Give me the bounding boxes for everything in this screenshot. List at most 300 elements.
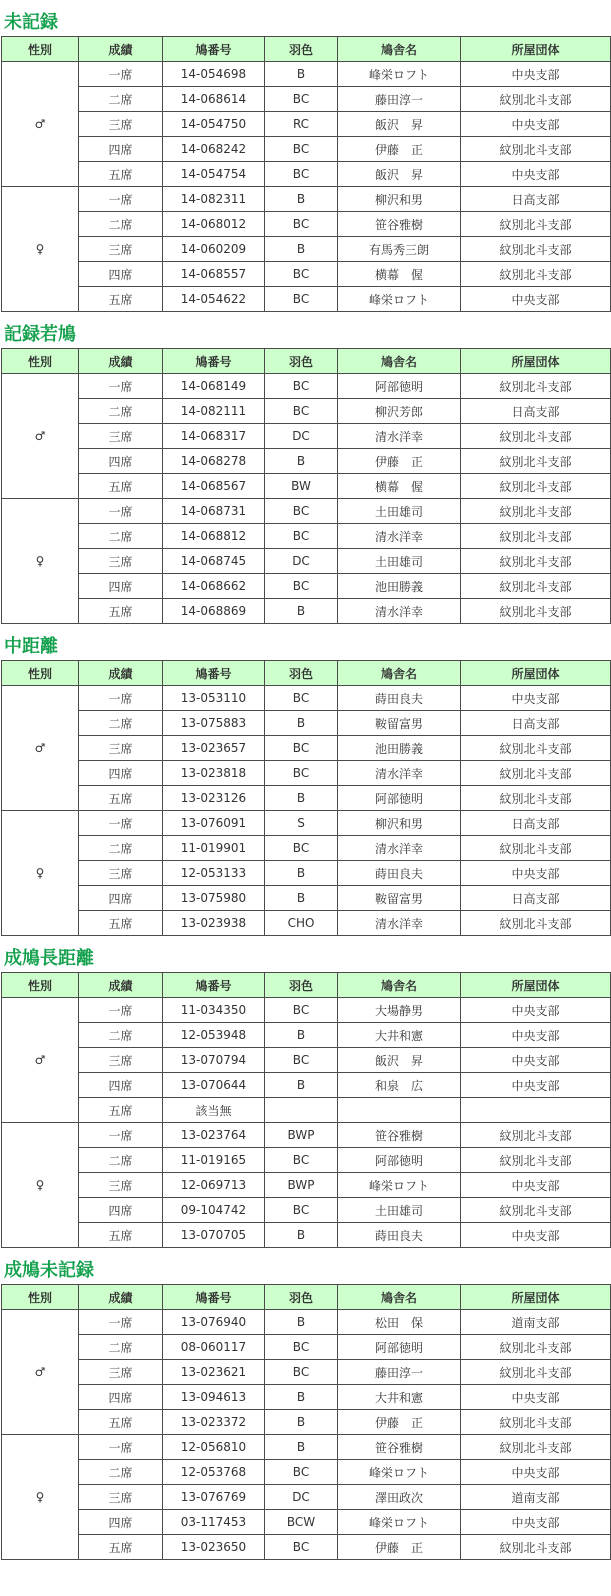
results-section	[0, 0, 611, 312]
organization-cell: 紋別北斗支部	[461, 1435, 611, 1460]
loft-name-cell	[338, 1098, 461, 1123]
table-row	[2, 1098, 611, 1123]
ring-number-cell: 13-075883	[163, 711, 265, 736]
ring-number-cell: 13-070705	[163, 1223, 265, 1248]
ring-number-cell: 14-068317	[163, 424, 265, 449]
color-cell: BC	[265, 1048, 338, 1073]
loft-name-cell: 蒔田良夫	[338, 686, 461, 711]
organization-cell: 紋別北斗支部	[461, 786, 611, 811]
ring-number-cell: 13-023657	[163, 736, 265, 761]
organization-cell: 紋別北斗支部	[461, 574, 611, 599]
table-row	[2, 1435, 611, 1460]
rank-cell: 五席	[79, 474, 163, 499]
column-header: 性別	[2, 1285, 79, 1310]
table-row	[2, 187, 611, 212]
loft-name-cell: 飯沢 昇	[338, 1048, 461, 1073]
loft-name-cell: 柳沢和男	[338, 811, 461, 836]
loft-name-cell: 鞍留富男	[338, 711, 461, 736]
table-row	[2, 424, 611, 449]
results-section	[0, 624, 611, 936]
color-cell: B	[265, 1385, 338, 1410]
rank-cell: 三席	[79, 861, 163, 886]
ring-number-cell: 12-053133	[163, 861, 265, 886]
rank-cell: 四席	[79, 1385, 163, 1410]
rank-cell: 一席	[79, 62, 163, 87]
column-header: 鳩番号	[163, 1285, 265, 1310]
organization-cell: 中央支部	[461, 686, 611, 711]
table-row	[2, 474, 611, 499]
sex-cell: ♂	[2, 374, 79, 499]
loft-name-cell: 蒔田良夫	[338, 1223, 461, 1248]
results-section	[0, 312, 611, 624]
color-cell: RC	[265, 112, 338, 137]
color-cell: BC	[265, 761, 338, 786]
organization-cell: 紋別北斗支部	[461, 911, 611, 936]
ring-number-cell: 03-117453	[163, 1510, 265, 1535]
column-header: 成績	[79, 973, 163, 998]
ring-number-cell: 13-023938	[163, 911, 265, 936]
loft-name-cell: 鞍留富男	[338, 886, 461, 911]
loft-name-cell: 飯沢 昇	[338, 112, 461, 137]
color-cell: BC	[265, 1360, 338, 1385]
table-row	[2, 112, 611, 137]
header-row	[2, 1285, 611, 1310]
loft-name-cell: 阿部徳明	[338, 786, 461, 811]
ring-number-cell: 14-068731	[163, 499, 265, 524]
loft-name-cell: 有馬秀三朗	[338, 237, 461, 262]
ring-number-cell: 14-068614	[163, 87, 265, 112]
color-cell: B	[265, 711, 338, 736]
loft-name-cell: 柳沢芳郎	[338, 399, 461, 424]
rank-cell: 一席	[79, 1435, 163, 1460]
organization-cell: 紋別北斗支部	[461, 449, 611, 474]
loft-name-cell: 伊藤 正	[338, 449, 461, 474]
ring-number-cell: 14-068869	[163, 599, 265, 624]
rank-cell: 四席	[79, 886, 163, 911]
column-header: 性別	[2, 37, 79, 62]
rank-cell: 五席	[79, 786, 163, 811]
organization-cell: 紋別北斗支部	[461, 262, 611, 287]
rank-cell: 二席	[79, 1148, 163, 1173]
color-cell: BC	[265, 524, 338, 549]
organization-cell: 中央支部	[461, 112, 611, 137]
loft-name-cell: 阿部徳明	[338, 1148, 461, 1173]
section-title: 中距離	[4, 636, 58, 657]
loft-name-cell: 柳沢和男	[338, 187, 461, 212]
sex-cell: ♀	[2, 187, 79, 312]
color-cell: B	[265, 1435, 338, 1460]
organization-cell: 紋別北斗支部	[461, 137, 611, 162]
organization-cell: 中央支部	[461, 861, 611, 886]
rank-cell: 五席	[79, 287, 163, 312]
color-cell: BW	[265, 474, 338, 499]
table-row	[2, 811, 611, 836]
organization-cell: 紋別北斗支部	[461, 761, 611, 786]
rank-cell: 二席	[79, 399, 163, 424]
color-cell: BC	[265, 836, 338, 861]
loft-name-cell: 清水洋幸	[338, 911, 461, 936]
organization-cell: 紋別北斗支部	[461, 499, 611, 524]
header-row	[2, 349, 611, 374]
sex-cell: ♀	[2, 499, 79, 624]
organization-cell: 紋別北斗支部	[461, 87, 611, 112]
color-cell: BC	[265, 162, 338, 187]
color-cell: BC	[265, 87, 338, 112]
results-table	[1, 348, 611, 624]
rank-cell: 二席	[79, 711, 163, 736]
ring-number-cell: 12-053948	[163, 1023, 265, 1048]
loft-name-cell: 清水洋幸	[338, 599, 461, 624]
table-row	[2, 449, 611, 474]
rank-cell: 三席	[79, 736, 163, 761]
loft-name-cell: 大井和憲	[338, 1023, 461, 1048]
table-row	[2, 1198, 611, 1223]
organization-cell: 日高支部	[461, 811, 611, 836]
ring-number-cell: 14-054622	[163, 287, 265, 312]
rank-cell: 二席	[79, 524, 163, 549]
ring-number-cell: 13-023126	[163, 786, 265, 811]
sex-cell: ♂	[2, 686, 79, 811]
table-row	[2, 998, 611, 1023]
organization-cell: 中央支部	[461, 1460, 611, 1485]
organization-cell: 中央支部	[461, 1023, 611, 1048]
organization-cell: 紋別北斗支部	[461, 1335, 611, 1360]
sex-cell: ♀	[2, 811, 79, 936]
rank-cell: 一席	[79, 686, 163, 711]
loft-name-cell: 飯沢 昇	[338, 162, 461, 187]
color-cell: BC	[265, 137, 338, 162]
ring-number-cell: 13-070794	[163, 1048, 265, 1073]
column-header: 性別	[2, 349, 79, 374]
rank-cell: 一席	[79, 998, 163, 1023]
rank-cell: 四席	[79, 761, 163, 786]
loft-name-cell: 清水洋幸	[338, 836, 461, 861]
rank-cell: 二席	[79, 1460, 163, 1485]
organization-cell: 紋別北斗支部	[461, 599, 611, 624]
ring-number-cell: 13-023372	[163, 1410, 265, 1435]
header-row	[2, 37, 611, 62]
color-cell: BC	[265, 686, 338, 711]
sex-cell: ♀	[2, 1123, 79, 1248]
ring-number-cell: 11-019901	[163, 836, 265, 861]
ring-number-cell: 13-023764	[163, 1123, 265, 1148]
organization-cell: 紋別北斗支部	[461, 1198, 611, 1223]
results-table	[1, 660, 611, 936]
loft-name-cell: 伊藤 正	[338, 137, 461, 162]
loft-name-cell: 笹谷雅樹	[338, 1435, 461, 1460]
rank-cell: 二席	[79, 1023, 163, 1048]
ring-number-cell: 14-082111	[163, 399, 265, 424]
table-row	[2, 374, 611, 399]
column-header: 鳩番号	[163, 661, 265, 686]
table-row	[2, 1023, 611, 1048]
color-cell: B	[265, 599, 338, 624]
ring-number-cell: 08-060117	[163, 1335, 265, 1360]
organization-cell: 中央支部	[461, 1073, 611, 1098]
organization-cell: 紋別北斗支部	[461, 212, 611, 237]
color-cell: BWP	[265, 1123, 338, 1148]
organization-cell: 日高支部	[461, 187, 611, 212]
ring-number-cell: 13-070644	[163, 1073, 265, 1098]
column-header: 性別	[2, 661, 79, 686]
loft-name-cell: 藤田淳一	[338, 87, 461, 112]
table-row	[2, 1310, 611, 1335]
rank-cell: 三席	[79, 1048, 163, 1073]
table-row	[2, 911, 611, 936]
color-cell: BC	[265, 574, 338, 599]
color-cell: BC	[265, 1198, 338, 1223]
table-row	[2, 549, 611, 574]
table-row	[2, 861, 611, 886]
column-header: 鳩舎名	[338, 1285, 461, 1310]
table-row	[2, 761, 611, 786]
column-header: 成績	[79, 349, 163, 374]
sex-cell: ♂	[2, 998, 79, 1123]
ring-number-cell: 14-060209	[163, 237, 265, 262]
color-cell: B	[265, 861, 338, 886]
loft-name-cell: 池田勝義	[338, 736, 461, 761]
rank-cell: 二席	[79, 212, 163, 237]
rank-cell: 三席	[79, 1360, 163, 1385]
loft-name-cell: 阿部徳明	[338, 1335, 461, 1360]
rank-cell: 四席	[79, 574, 163, 599]
color-cell: CHO	[265, 911, 338, 936]
table-row	[2, 87, 611, 112]
table-row	[2, 686, 611, 711]
table-row	[2, 599, 611, 624]
loft-name-cell: 藤田淳一	[338, 1360, 461, 1385]
color-cell: BC	[265, 736, 338, 761]
column-header: 鳩番号	[163, 349, 265, 374]
column-header: 性別	[2, 973, 79, 998]
loft-name-cell: 土田雄司	[338, 1198, 461, 1223]
color-cell: BC	[265, 287, 338, 312]
color-cell: B	[265, 1223, 338, 1248]
table-row	[2, 1223, 611, 1248]
ring-number-cell: 13-076769	[163, 1485, 265, 1510]
loft-name-cell: 和泉 広	[338, 1073, 461, 1098]
organization-cell: 中央支部	[461, 62, 611, 87]
ring-number-cell: 14-068662	[163, 574, 265, 599]
color-cell: BC	[265, 399, 338, 424]
rank-cell: 三席	[79, 424, 163, 449]
organization-cell: 紋別北斗支部	[461, 1123, 611, 1148]
rank-cell: 四席	[79, 137, 163, 162]
loft-name-cell: 峰栄ロフト	[338, 1510, 461, 1535]
table-row	[2, 1535, 611, 1560]
loft-name-cell: 土田雄司	[338, 499, 461, 524]
organization-cell: 紋別北斗支部	[461, 736, 611, 761]
color-cell: B	[265, 1310, 338, 1335]
rank-cell: 二席	[79, 87, 163, 112]
table-row	[2, 1410, 611, 1435]
table-row	[2, 524, 611, 549]
ring-number-cell: 14-068567	[163, 474, 265, 499]
column-header: 所屋団体	[461, 973, 611, 998]
loft-name-cell: 峰栄ロフト	[338, 62, 461, 87]
color-cell: BC	[265, 262, 338, 287]
organization-cell: 紋別北斗支部	[461, 374, 611, 399]
rank-cell: 五席	[79, 599, 163, 624]
column-header: 鳩舎名	[338, 973, 461, 998]
column-header: 羽色	[265, 661, 338, 686]
organization-cell: 紋別北斗支部	[461, 474, 611, 499]
table-row	[2, 1048, 611, 1073]
table-row	[2, 1510, 611, 1535]
organization-cell: 中央支部	[461, 1048, 611, 1073]
column-header: 鳩番号	[163, 37, 265, 62]
ring-number-cell: 13-023818	[163, 761, 265, 786]
loft-name-cell: 土田雄司	[338, 549, 461, 574]
organization-cell: 紋別北斗支部	[461, 549, 611, 574]
ring-number-cell: 14-068557	[163, 262, 265, 287]
organization-cell: 中央支部	[461, 1510, 611, 1535]
color-cell: B	[265, 786, 338, 811]
table-row	[2, 836, 611, 861]
loft-name-cell: 峰栄ロフト	[338, 1173, 461, 1198]
ring-number-cell: 14-068278	[163, 449, 265, 474]
organization-cell: 道南支部	[461, 1485, 611, 1510]
table-row	[2, 1360, 611, 1385]
sex-cell: ♂	[2, 1310, 79, 1435]
ring-number-cell: 14-054754	[163, 162, 265, 187]
organization-cell: 道南支部	[461, 1310, 611, 1335]
ring-number-cell: 13-053110	[163, 686, 265, 711]
organization-cell	[461, 1098, 611, 1123]
column-header: 羽色	[265, 973, 338, 998]
ring-number-cell: 12-056810	[163, 1435, 265, 1460]
color-cell: B	[265, 62, 338, 87]
color-cell: BC	[265, 1535, 338, 1560]
loft-name-cell: 清水洋幸	[338, 424, 461, 449]
color-cell: DC	[265, 549, 338, 574]
color-cell: B	[265, 449, 338, 474]
organization-cell: 中央支部	[461, 1223, 611, 1248]
column-header: 鳩舎名	[338, 37, 461, 62]
ring-number-cell: 14-068149	[163, 374, 265, 399]
organization-cell: 中央支部	[461, 162, 611, 187]
column-header: 所屋団体	[461, 661, 611, 686]
color-cell: BC	[265, 374, 338, 399]
results-section	[0, 936, 611, 1248]
color-cell: B	[265, 237, 338, 262]
rank-cell: 三席	[79, 549, 163, 574]
results-section	[0, 1248, 611, 1560]
column-header: 鳩番号	[163, 973, 265, 998]
color-cell	[265, 1098, 338, 1123]
column-header: 所屋団体	[461, 1285, 611, 1310]
ring-number-cell: 09-104742	[163, 1198, 265, 1223]
color-cell: B	[265, 1073, 338, 1098]
rank-cell: 二席	[79, 1335, 163, 1360]
table-row	[2, 786, 611, 811]
rank-cell: 三席	[79, 1173, 163, 1198]
column-header: 鳩舎名	[338, 661, 461, 686]
table-row	[2, 1148, 611, 1173]
section-title: 成鳩未記録	[4, 1260, 94, 1281]
loft-name-cell: 峰栄ロフト	[338, 287, 461, 312]
loft-name-cell: 池田勝義	[338, 574, 461, 599]
ring-number-cell: 12-053768	[163, 1460, 265, 1485]
table-row	[2, 399, 611, 424]
rank-cell: 一席	[79, 1123, 163, 1148]
loft-name-cell: 澤田政次	[338, 1485, 461, 1510]
color-cell: BC	[265, 998, 338, 1023]
ring-number-cell: 14-054750	[163, 112, 265, 137]
results-table	[1, 36, 611, 312]
header-row	[2, 973, 611, 998]
ring-number-cell: 11-019165	[163, 1148, 265, 1173]
ring-number-cell: 13-076091	[163, 811, 265, 836]
color-cell: BC	[265, 1148, 338, 1173]
table-row	[2, 574, 611, 599]
loft-name-cell: 松田 保	[338, 1310, 461, 1335]
column-header: 羽色	[265, 1285, 338, 1310]
table-row	[2, 736, 611, 761]
color-cell: BC	[265, 499, 338, 524]
color-cell: B	[265, 1410, 338, 1435]
rank-cell: 三席	[79, 237, 163, 262]
results-table	[1, 1284, 611, 1560]
table-row	[2, 1385, 611, 1410]
table-row	[2, 137, 611, 162]
ring-number-cell: 13-094613	[163, 1385, 265, 1410]
column-header: 羽色	[265, 349, 338, 374]
organization-cell: 紋別北斗支部	[461, 524, 611, 549]
loft-name-cell: 大井和憲	[338, 1385, 461, 1410]
loft-name-cell: 横幕 偓	[338, 262, 461, 287]
ring-number-cell: 13-023621	[163, 1360, 265, 1385]
organization-cell: 中央支部	[461, 998, 611, 1023]
organization-cell: 紋別北斗支部	[461, 1410, 611, 1435]
table-row	[2, 162, 611, 187]
ring-number-cell: 14-082311	[163, 187, 265, 212]
rank-cell: 一席	[79, 1310, 163, 1335]
sex-cell: ♀	[2, 1435, 79, 1560]
color-cell: S	[265, 811, 338, 836]
organization-cell: 中央支部	[461, 287, 611, 312]
ring-number-cell: 13-076940	[163, 1310, 265, 1335]
organization-cell: 紋別北斗支部	[461, 1148, 611, 1173]
table-row	[2, 262, 611, 287]
results-table	[1, 972, 611, 1248]
organization-cell: 紋別北斗支部	[461, 237, 611, 262]
organization-cell: 中央支部	[461, 1173, 611, 1198]
rank-cell: 三席	[79, 112, 163, 137]
color-cell: BC	[265, 1460, 338, 1485]
loft-name-cell: 清水洋幸	[338, 524, 461, 549]
ring-number-cell: 該当無	[163, 1098, 265, 1123]
table-row	[2, 711, 611, 736]
organization-cell: 紋別北斗支部	[461, 836, 611, 861]
loft-name-cell: 阿部徳明	[338, 374, 461, 399]
color-cell: BC	[265, 1335, 338, 1360]
organization-cell: 紋別北斗支部	[461, 424, 611, 449]
organization-cell: 中央支部	[461, 1385, 611, 1410]
loft-name-cell: 大場静男	[338, 998, 461, 1023]
rank-cell: 四席	[79, 262, 163, 287]
table-row	[2, 1123, 611, 1148]
sex-cell: ♂	[2, 62, 79, 187]
rank-cell: 三席	[79, 1485, 163, 1510]
loft-name-cell: 伊藤 正	[338, 1535, 461, 1560]
table-row	[2, 1073, 611, 1098]
table-row	[2, 1335, 611, 1360]
rank-cell: 四席	[79, 449, 163, 474]
loft-name-cell: 横幕 偓	[338, 474, 461, 499]
rank-cell: 四席	[79, 1510, 163, 1535]
table-row	[2, 499, 611, 524]
